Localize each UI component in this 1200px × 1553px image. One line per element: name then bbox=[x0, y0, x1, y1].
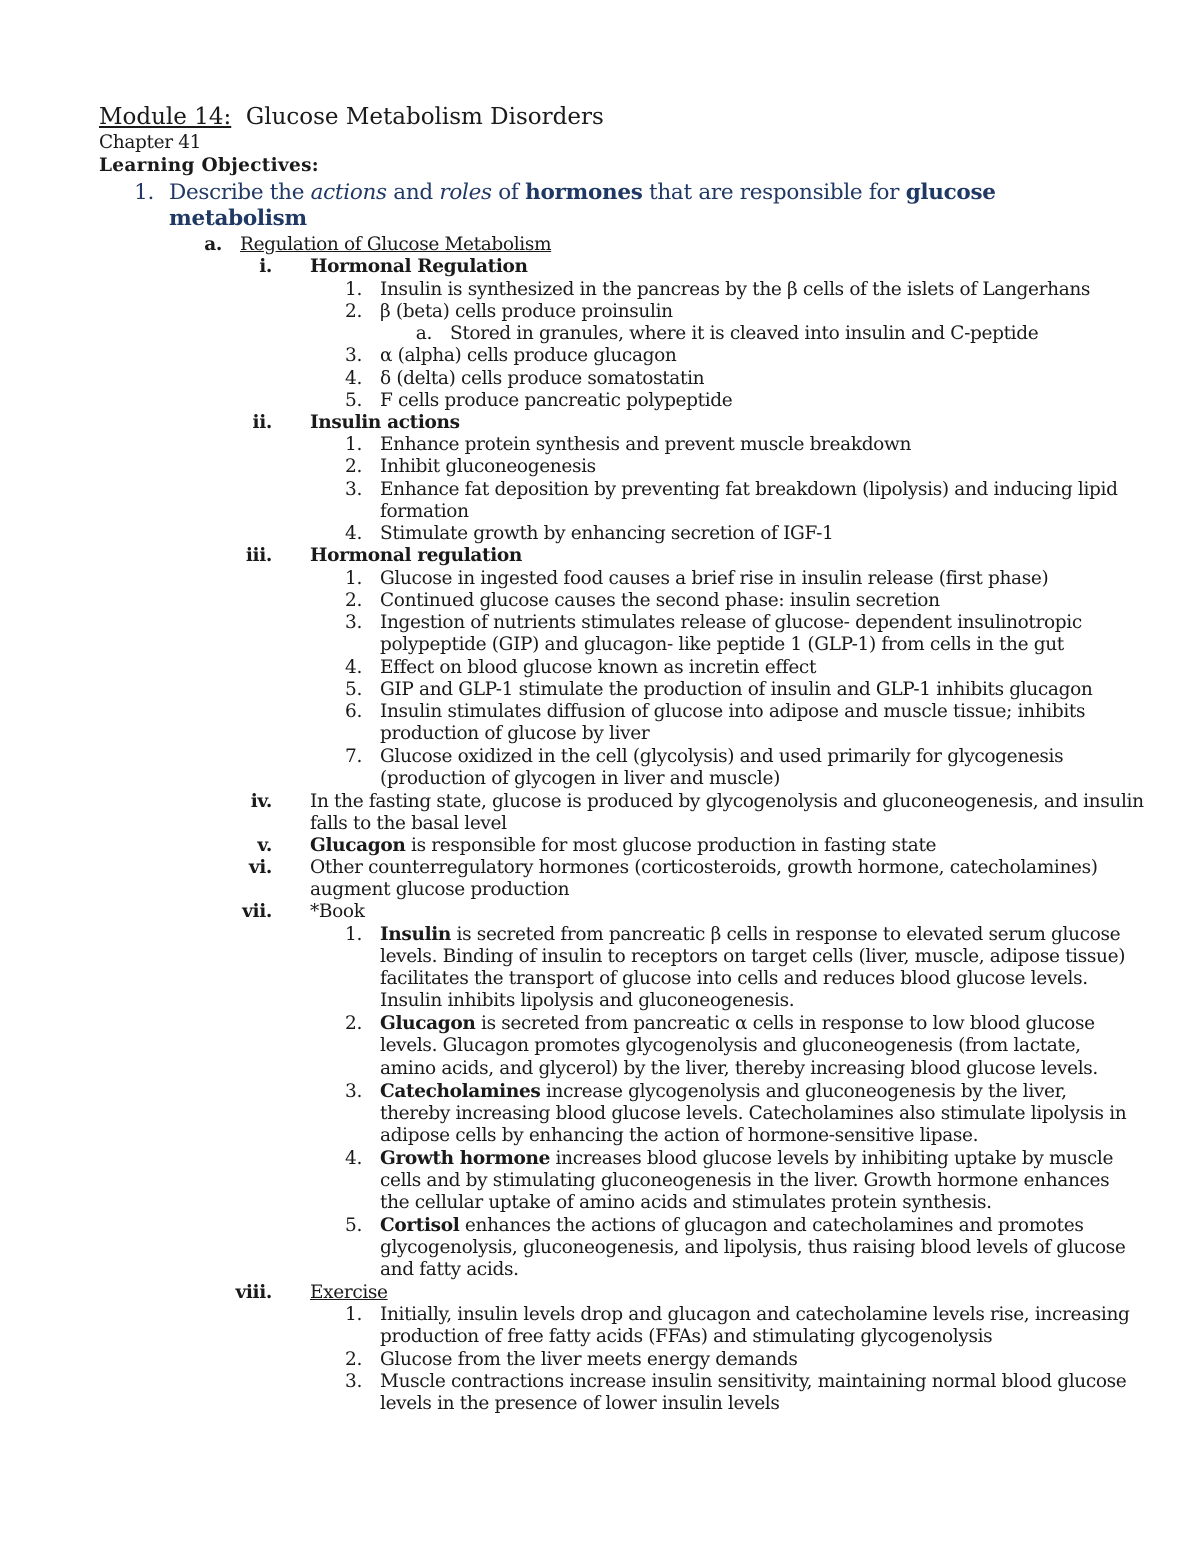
list-number: 2. bbox=[345, 1349, 362, 1370]
module-label: Module 14: bbox=[99, 104, 232, 130]
sub-list-item: Stored in granules, where it is cleaved into insulin and C-peptide bbox=[450, 323, 1039, 344]
list-item-continuation: Insulin inhibits lipolysis and gluconeogenesis. bbox=[380, 990, 795, 1011]
section-v-text bbox=[310, 835, 936, 857]
list-item-continuation: glycogenolysis, gluconeogenesis, and lipolysis, thus raising blood levels of glucose bbox=[380, 1237, 1126, 1258]
list-item: Glucose in ingested food causes a brief rise in insulin release (first phase) bbox=[380, 568, 1049, 589]
list-number: 1. bbox=[345, 434, 362, 455]
list-number: 2. bbox=[345, 590, 362, 611]
section-vii-title: *Book bbox=[310, 901, 365, 922]
list-item: Glucose from the liver meets energy demands bbox=[380, 1349, 798, 1370]
list-number: 1. bbox=[345, 279, 362, 300]
list-item: GIP and GLP-1 stimulate the production of insulin and GLP-1 inhibits glucagon bbox=[380, 679, 1093, 700]
list-number: 2. bbox=[345, 301, 362, 322]
list-item bbox=[380, 1215, 1084, 1237]
section-i-title: Hormonal Regulation bbox=[310, 256, 528, 277]
objective-text: Describe the bbox=[169, 180, 311, 205]
list-number: 7. bbox=[345, 746, 362, 767]
section-v-label: v. bbox=[257, 835, 272, 856]
objective-text: of bbox=[491, 180, 526, 205]
list-item-text: increase glycogenolysis and gluconeogenesis by the liver, bbox=[540, 1081, 1067, 1102]
list-item-continuation: the cellular uptake of amino acids and stimulates protein synthesis. bbox=[380, 1192, 992, 1213]
chapter-label: Chapter 41 bbox=[99, 132, 202, 153]
bold-term: Insulin bbox=[380, 924, 452, 945]
list-item: Insulin stimulates diffusion of glucose into adipose and muscle tissue; inhibits bbox=[380, 701, 1086, 722]
section-iii-label: iii. bbox=[245, 545, 272, 566]
list-item: δ (delta) cells produce somatostatin bbox=[380, 368, 705, 389]
list-item-text: enhances the actions of glucagon and catecholamines and promotes bbox=[459, 1215, 1084, 1236]
list-item-continuation: levels. Glucagon promotes glycogenolysis and gluconeogenesis (from lactate, bbox=[380, 1035, 1081, 1056]
list-item: Continued glucose causes the second phase: insulin secretion bbox=[380, 590, 940, 611]
list-item: Initially, insulin levels drop and glucagon and catecholamine levels rise, increasing bbox=[380, 1304, 1130, 1325]
section-iv-text: In the fasting state, glucose is produced by glycogenolysis and gluconeogenesis, and insulin bbox=[310, 791, 1144, 812]
bold-term: Glucagon bbox=[380, 1013, 476, 1034]
list-item-continuation: levels. Binding of insulin to receptors on target cells (liver, muscle, adipose tissue) bbox=[380, 946, 1126, 967]
list-item bbox=[380, 1148, 1113, 1170]
objective-bold-hormones: hormones bbox=[525, 180, 643, 205]
list-item-continuation: adipose cells by enhancing the action of hormone-sensitive lipase. bbox=[380, 1125, 979, 1146]
section-iv-label: iv. bbox=[250, 791, 272, 812]
list-number: 3. bbox=[345, 1371, 362, 1392]
list-number: 2. bbox=[345, 456, 362, 477]
list-item-continuation: and fatty acids. bbox=[380, 1259, 519, 1280]
list-item: Insulin is synthesized in the pancreas by the β cells of the islets of Langerhans bbox=[380, 279, 1091, 300]
list-number: 5. bbox=[345, 390, 362, 411]
list-item: Effect on blood glucose known as incretin effect bbox=[380, 657, 817, 678]
bold-term: Growth hormone bbox=[380, 1148, 551, 1169]
list-number: 2. bbox=[345, 1013, 362, 1034]
objective-text: that are responsible for bbox=[642, 180, 906, 205]
list-number: 1. bbox=[345, 568, 362, 589]
list-number: 3. bbox=[345, 479, 362, 500]
objective-line-2: metabolism bbox=[169, 206, 307, 231]
list-item-continuation: amino acids, and glycerol) by the liver, thereby increasing blood glucose levels. bbox=[380, 1058, 1098, 1079]
list-item-continuation: production of free fatty acids (FFAs) and stimulating glycogenolysis bbox=[380, 1326, 993, 1347]
list-number: 3. bbox=[345, 612, 362, 633]
list-item-continuation: (production of glycogen in liver and muscle) bbox=[380, 768, 780, 789]
list-number: 3. bbox=[345, 345, 362, 366]
list-number: 6. bbox=[345, 701, 362, 722]
section-ii-label: ii. bbox=[252, 412, 272, 433]
list-item: F cells produce pancreatic polypeptide bbox=[380, 390, 733, 411]
sub-list-label: a. bbox=[415, 323, 432, 344]
list-item-continuation: polypeptide (GIP) and glucagon- like peptide 1 (GLP-1) from cells in the gut bbox=[380, 634, 1064, 655]
section-iii-title: Hormonal regulation bbox=[310, 545, 523, 566]
section-vi-text-continuation: augment glucose production bbox=[310, 879, 570, 900]
list-number: 1. bbox=[345, 1304, 362, 1325]
list-item-continuation: cells and by stimulating gluconeogenesis in the liver. Growth hormone enhances bbox=[380, 1170, 1110, 1191]
list-number: 3. bbox=[345, 1081, 362, 1102]
list-item bbox=[380, 924, 1120, 946]
section-ii-title: Insulin actions bbox=[310, 412, 460, 433]
section-i-label: i. bbox=[259, 256, 272, 277]
section-viii-label: viii. bbox=[235, 1282, 272, 1303]
list-item-text: increases blood glucose levels by inhibiting uptake by muscle bbox=[550, 1148, 1114, 1169]
list-item: Muscle contractions increase insulin sensitivity, maintaining normal blood glucose bbox=[380, 1371, 1127, 1392]
section-iv-text-continuation: falls to the basal level bbox=[310, 813, 507, 834]
section-a-title: Regulation of Glucose Metabolism bbox=[240, 234, 552, 255]
section-viii-title: Exercise bbox=[310, 1282, 388, 1303]
list-item-continuation: facilitates the transport of glucose into cells and reduces blood glucose levels. bbox=[380, 968, 1088, 989]
list-item bbox=[380, 1013, 1095, 1035]
list-number: 4. bbox=[345, 1148, 362, 1169]
list-item-text: is secreted from pancreatic β cells in response to elevated serum glucose bbox=[451, 924, 1121, 945]
module-heading bbox=[99, 103, 604, 131]
bold-term: Glucagon bbox=[310, 835, 406, 856]
section-vi-label: vi. bbox=[248, 857, 272, 878]
list-item: Enhance fat deposition by preventing fat breakdown (lipolysis) and inducing lipid bbox=[380, 479, 1118, 500]
bold-term: Cortisol bbox=[380, 1215, 460, 1236]
list-item-text: is secreted from pancreatic α cells in response to low blood glucose bbox=[475, 1013, 1095, 1034]
objective-bold-glucose: glucose bbox=[905, 180, 996, 205]
list-number: 5. bbox=[345, 1215, 362, 1236]
list-item-continuation: formation bbox=[380, 501, 469, 522]
list-item: Stimulate growth by enhancing secretion of IGF-1 bbox=[380, 523, 834, 544]
list-item: Inhibit gluconeogenesis bbox=[380, 456, 596, 477]
objectives-heading: Learning Objectives: bbox=[99, 155, 319, 176]
list-number: 1. bbox=[345, 924, 362, 945]
list-item: Enhance protein synthesis and prevent muscle breakdown bbox=[380, 434, 912, 455]
objective-emphasis-actions: actions bbox=[310, 180, 387, 205]
list-number: 5. bbox=[345, 679, 362, 700]
list-item: β (beta) cells produce proinsulin bbox=[380, 301, 673, 322]
list-item-continuation: levels in the presence of lower insulin levels bbox=[380, 1393, 780, 1414]
list-item-continuation: thereby increasing blood glucose levels. Catecholamines also stimulate lipolysis in bbox=[380, 1103, 1127, 1124]
section-vii-label: vii. bbox=[242, 901, 272, 922]
list-item: Glucose oxidized in the cell (glycolysis) and used primarily for glycogenesis bbox=[380, 746, 1064, 767]
objective-text: and bbox=[386, 180, 440, 205]
objective-emphasis-roles: roles bbox=[439, 180, 492, 205]
section-vi-text: Other counterregulatory hormones (corticosteroids, growth hormone, catecholamines) bbox=[310, 857, 1098, 878]
list-number: 4. bbox=[345, 368, 362, 389]
list-number: 4. bbox=[345, 523, 362, 544]
list-item: Ingestion of nutrients stimulates release of glucose- dependent insulinotropic bbox=[380, 612, 1082, 633]
objective-line-1 bbox=[169, 180, 996, 206]
section-v-rest: is responsible for most glucose production in fasting state bbox=[405, 835, 937, 856]
list-number: 4. bbox=[345, 657, 362, 678]
objective-number: 1. bbox=[134, 180, 154, 205]
list-item: α (alpha) cells produce glucagon bbox=[380, 345, 677, 366]
bold-term: Catecholamines bbox=[380, 1081, 541, 1102]
module-title: Glucose Metabolism Disorders bbox=[245, 104, 604, 130]
list-item bbox=[380, 1081, 1067, 1103]
section-a-label: a. bbox=[204, 234, 222, 255]
list-item-continuation: production of glucose by liver bbox=[380, 723, 650, 744]
